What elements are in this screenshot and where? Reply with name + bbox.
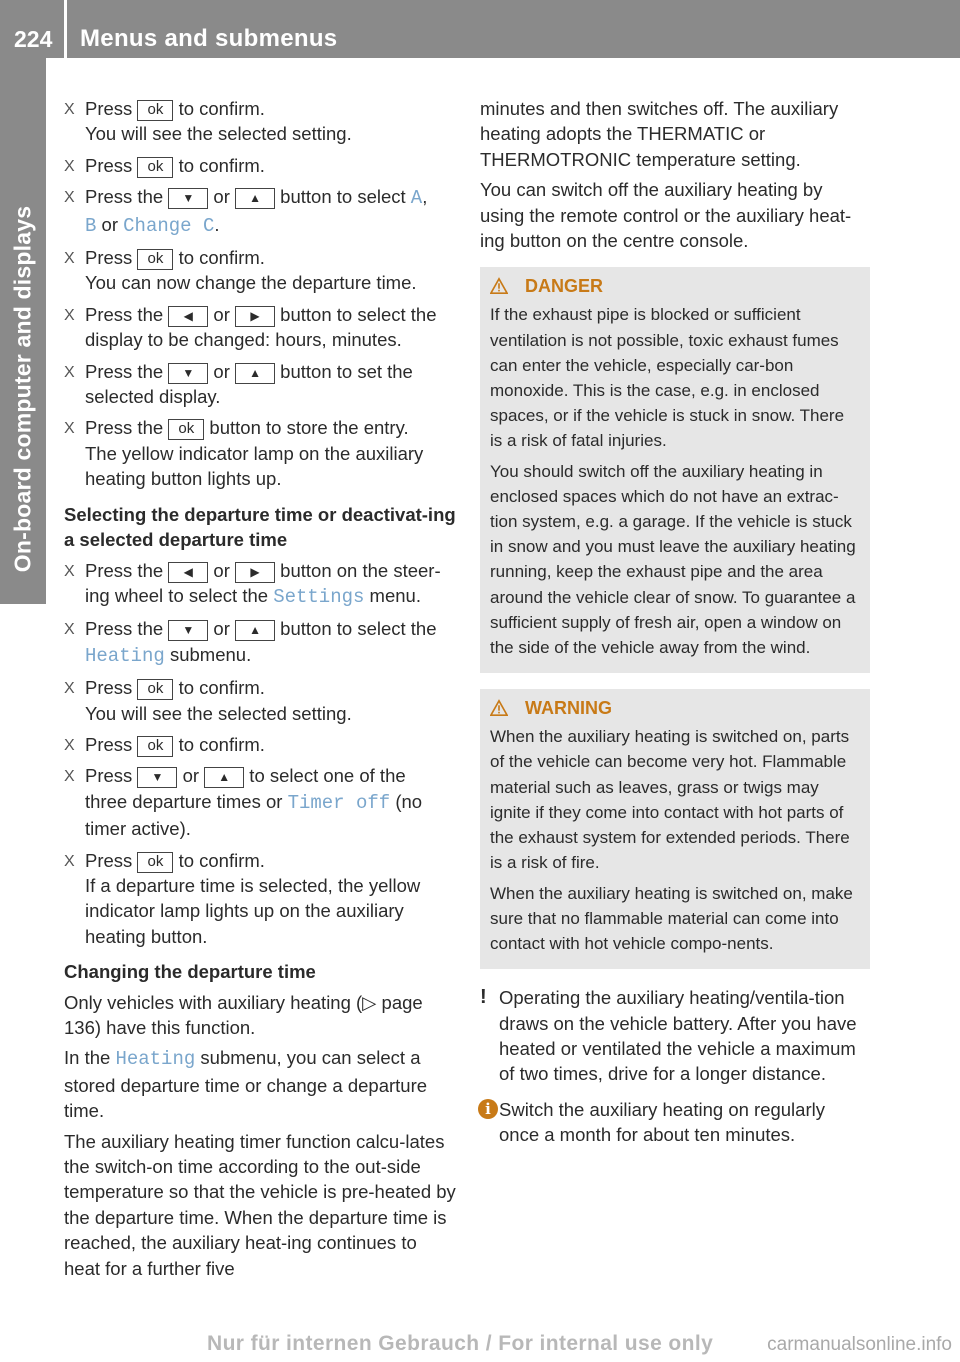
step-arrow-icon: X (64, 562, 75, 580)
side-tab-label: On-board computer and displays (9, 205, 36, 573)
header-divider (64, 0, 67, 58)
warning-triangle-icon (490, 699, 508, 717)
danger-heading (490, 273, 860, 299)
step-confirm-e: X Press ok to confirm. If a departure time is selected, the yellow indicator lamp lights up on the auxiliary heating button. (64, 849, 421, 947)
up-key-icon: ▲ (235, 188, 275, 209)
paragraph-remote-control: You can switch off the auxiliary heating by using the remote control or the auxiliary heat-ing button on the centre console. (480, 179, 852, 252)
step-arrow-icon: X (64, 189, 75, 207)
down-key-icon: ▼ (168, 620, 208, 641)
step-confirm-a: X Press ok to confirm. You will see the selected setting. (64, 98, 352, 145)
ok-key-icon: ok (137, 736, 173, 757)
info-note-text: Switch the auxiliary heating on regularly once a month for about ten minutes. (499, 1098, 825, 1146)
step-arrow-icon: X (64, 250, 75, 268)
down-key-icon: ▼ (168, 188, 208, 209)
right-key-icon: ▶ (235, 562, 275, 583)
step-arrow-icon: X (64, 306, 75, 324)
left-key-icon: ◀ (168, 562, 208, 583)
warning-box (480, 689, 870, 969)
ok-key-icon: ok (168, 419, 204, 440)
step-store: X Press the ok button to store the entry. The yellow indicator lamp on the auxiliary heating button lights up. (64, 417, 424, 490)
paragraph-switch-off: minutes and then switches off. The auxiliary heating adopts the THERMATIC or THERMOTRONIC temperature setting. (480, 98, 839, 170)
display-term-a: A (410, 187, 423, 210)
display-term-change-c: Change C (123, 214, 215, 237)
step-select-abc: X Press the ▼ or ▲ button to select A, B or Change C. (64, 186, 428, 237)
step-settings: X Press the ◀ or ▶ button on the steer- ing wheel to select the Settings menu. (64, 559, 441, 608)
subhead-changing-departure: Changing the departure time (64, 961, 316, 983)
up-key-icon: ▲ (235, 620, 275, 641)
step-heating: X Press the ▼ or ▲ button to select the Heating submenu. (64, 618, 437, 667)
paragraph-heating-submenu: In the Heating submenu, you can select a stored departure time or change a departure time. (64, 1047, 428, 1122)
step-arrow-icon: X (64, 363, 75, 381)
warning-title: WARNING (525, 698, 612, 719)
step-arrow-icon: X (64, 768, 75, 786)
right-column (480, 96, 870, 1158)
paragraph-vehicles: Only vehicles with auxiliary heating (▷ page 136) have this function. (64, 991, 423, 1038)
step-confirm-c: X Press ok to confirm. You will see the selected setting. (64, 677, 352, 724)
display-term-heating: Heating (85, 644, 165, 667)
danger-box (480, 267, 870, 673)
left-column (64, 96, 456, 1286)
info-note (480, 1097, 870, 1148)
step-arrow-icon: X (64, 101, 75, 118)
up-key-icon: ▲ (235, 363, 275, 384)
display-term-heating: Heating (115, 1048, 196, 1071)
step-change-time: X Press ok to confirm. You can now change the departure time. (64, 247, 417, 294)
step-arrow-icon: X (64, 420, 75, 438)
warning-text-2: When the auxiliary heating is switched on, make sure that no flammable material can come into contact with hot vehicle compo-nents. (490, 883, 853, 953)
danger-text-2: You should switch off the auxiliary heating in enclosed spaces which do not have an extrac-tion system, e.g. a garage. If the vehicle is stuck in snow and you must leave the auxiliary heating running, keep the exhaust pipe and the area around the vehicle clear of snow. To guarantee a sufficient supply of fresh air, open a window on the side of the vehicle away from the wind. (490, 461, 856, 658)
caution-note (480, 985, 870, 1087)
up-key-icon: ▲ (204, 767, 244, 788)
step-up-down: X Press the ▼ or ▲ button to set the selected display. (64, 360, 413, 408)
danger-title: DANGER (525, 276, 604, 297)
down-key-icon: ▼ (137, 767, 177, 788)
warning-heading (490, 695, 860, 721)
step-arrow-icon: X (64, 736, 75, 754)
subhead-select-departure: Selecting the departure time or deactivat-ing a selected departure time (64, 503, 456, 551)
step-left-right: X Press the ◀ or ▶ button to select the display to be changed: hours, minutes. (64, 303, 437, 351)
footer-site-link[interactable]: carmanualsonline.info (767, 1334, 952, 1355)
step-arrow-icon: X (64, 852, 75, 870)
ok-key-icon: ok (137, 852, 173, 873)
danger-text-1: If the exhaust pipe is blocked or sufficient ventilation is not possible, toxic exhaust fumes can enter the vehicle, especially car-bon monoxide. This is the case, e.g. in enclosed spaces, or if the vehicle is stuck in snow. There is a risk of fatal injuries. (490, 305, 845, 451)
step-timer: X Press ▼ or ▲ to select one of the three departure times or Timer off (no timer active). (64, 765, 423, 840)
ok-key-icon: ok (137, 100, 173, 121)
ok-key-icon: ok (137, 679, 173, 700)
display-term-timer-off: Timer off (287, 791, 391, 814)
exclamation-icon: ! (480, 986, 487, 1009)
page-number: 224 (14, 26, 53, 52)
down-key-icon: ▼ (168, 363, 208, 384)
warning-triangle-icon (490, 277, 508, 295)
caution-note-text: Operating the auxiliary heating/ventila-tion draws on the vehicle battery. After you have heated or ventilated the vehicle a maximum of two times, drive for a longer distance. (499, 987, 857, 1085)
left-key-icon: ◀ (168, 306, 208, 327)
side-tab (0, 58, 46, 604)
ok-key-icon: ok (137, 249, 173, 270)
paragraph-timer-function: The auxiliary heating timer function calcu-lates the switch-on time according to the out-side temperature so that the vehicle is pre-heated by the departure time. When the departure time is reached, the auxiliary heat-ing continues to heat for a further five (64, 1130, 456, 1279)
page-title: Menus and submenus (80, 25, 338, 52)
step-arrow-icon: X (64, 680, 75, 698)
step-arrow-icon: X (64, 621, 75, 639)
warning-text-1: When the auxiliary heating is switched on, parts of the vehicle can become very hot. Flammable material such as leaves, grass or twigs may ignite if they come into contact with hot parts of the exhaust system for extended periods. There is a risk of fire. (490, 727, 850, 873)
display-term-b: B (85, 214, 97, 237)
footer-watermark: Nur für internen Gebrauch / For internal use only (207, 1332, 714, 1355)
step-confirm-b: X Press ok to confirm. (64, 153, 456, 178)
ok-key-icon: ok (137, 157, 173, 178)
step-confirm-d: X Press ok to confirm. (64, 732, 456, 757)
right-key-icon: ▶ (235, 306, 275, 327)
display-term-settings: Settings (273, 585, 365, 608)
step-arrow-icon: X (64, 157, 75, 175)
info-icon: i (478, 1099, 498, 1119)
